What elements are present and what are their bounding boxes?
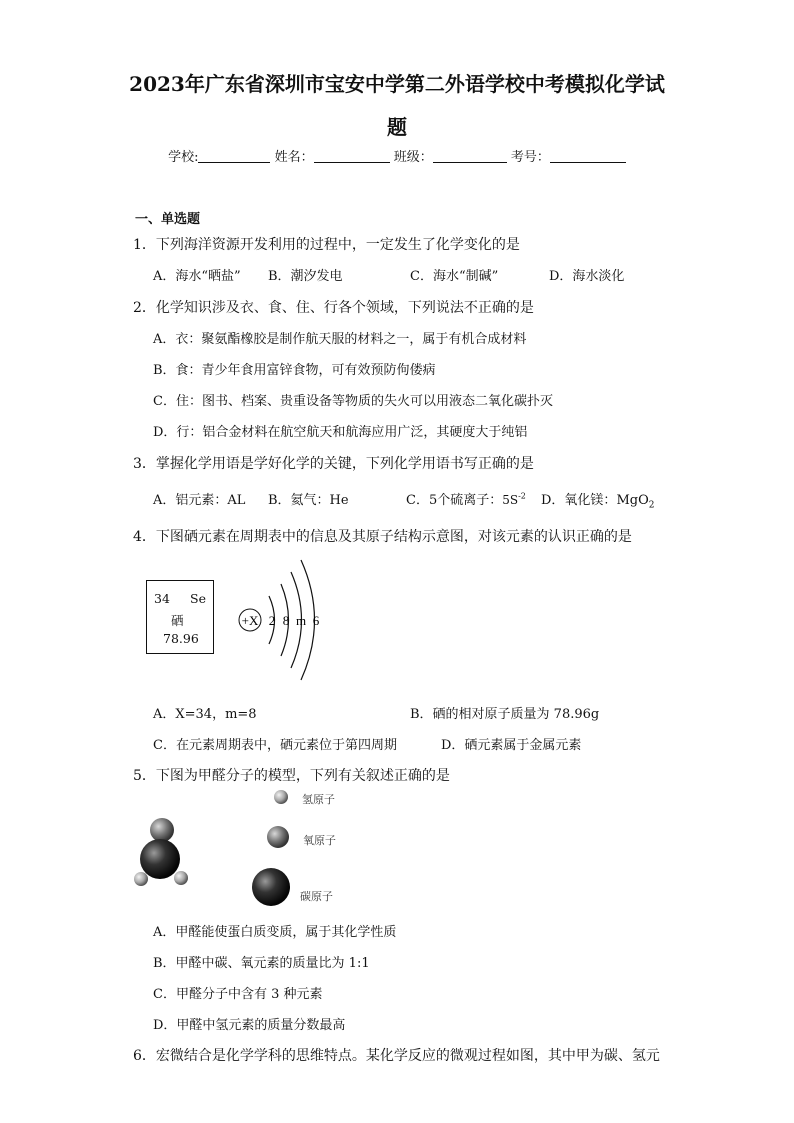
q4-option-d[interactable]: D．硒元素属于金属元素 [441,738,582,753]
hydrogen-atom [174,871,188,885]
class-label: 班级： [393,150,433,165]
formaldehyde-model-figure [125,780,355,915]
q3-option-b[interactable]: B．氦气：He [268,493,349,508]
school-blank[interactable] [198,150,270,163]
element-symbol: Se [190,591,206,606]
oxygen-legend-label: 氧原子 [303,834,336,847]
q5-option-b[interactable]: B．甲醛中碳、氧元素的质量比为 1:1 [153,956,370,971]
q2-option-a[interactable]: A．衣：聚氨酯橡胶是制作航天服的材料之一，属于有机合成材料 [153,332,527,347]
magnesium-oxide-subscript: 2 [648,500,655,511]
q1-option-b[interactable]: B．潮汐发电 [268,269,343,284]
shell-4-electrons: 6 [312,613,320,628]
element-name: 硒 [171,613,184,628]
q2-option-d[interactable]: D．行：铝合金材料在航空航天和航海应用广泛，其硬度大于纯铝 [153,425,528,440]
carbon-legend-icon [252,868,290,906]
q5-option-d[interactable]: D．甲醛中氢元素的质量分数最高 [153,1018,346,1033]
hydrogen-atom [134,872,148,886]
q4-option-c[interactable]: C．在元素周期表中，硒元素位于第四周期 [153,738,397,753]
school-label: 学校: [168,150,199,165]
q1-option-a[interactable]: A．海水“晒盐” [153,269,241,284]
atomic-number: 34 [154,591,170,606]
name-label: 姓名： [274,150,314,165]
sulfide-ion-formula: 5S [502,493,519,507]
name-blank[interactable] [314,150,390,163]
number-blank[interactable] [550,150,626,163]
question-3-stem: 3．掌握化学用语是学好化学的关键，下列化学用语书写正确的是 [133,456,534,472]
sulfide-ion-charge: -2 [518,491,526,501]
q2-option-b[interactable]: B．食：青少年食用富锌食物，可有效预防佝偻病 [153,363,436,378]
q3-option-c-label: C．5个硫离子： [406,493,503,508]
shell-3-electrons: m [295,613,307,628]
oxygen-legend-icon [267,826,289,848]
q5-option-c[interactable]: C．甲醛分子中含有 3 种元素 [153,987,323,1002]
section-heading: 一、单选题 [135,212,201,227]
q3-option-d[interactable] [541,489,654,511]
question-5-stem: 5．下图为甲醛分子的模型，下列有关叙述正确的是 [133,768,450,784]
class-blank[interactable] [433,150,507,163]
exam-title-line-1: 2023年广东省深圳市宝安中学第二外语学校中考模拟化学试 [129,72,665,96]
question-6-stem: 6．宏微结合是化学学科的思维特点。某化学反应的微观过程如图，其中甲为碳、氢元 [133,1048,660,1064]
question-2-stem: 2．化学知识涉及衣、食、住、行各个领域，下列说法不正确的是 [133,300,534,316]
shell-2-electrons: 8 [282,613,290,628]
magnesium-oxide-formula: MgO [616,493,649,508]
q4-option-b[interactable]: B．硒的相对原子质量为 78.96g [410,707,600,722]
q4-option-a[interactable]: A．X=34，m=8 [153,707,257,722]
q1-option-c[interactable]: C．海水“制碱” [410,269,499,284]
question-1-stem: 1．下列海洋资源开发利用的过程中，一定发生了化学变化的是 [133,237,520,253]
exam-title-line-2: 题 [387,115,407,139]
atomic-mass: 78.96 [163,631,199,646]
periodic-table-cell-selenium [146,580,214,654]
q2-option-c[interactable]: C．住：图书、档案、贵重设备等物质的失火可以用液态二氧化碳扑灭 [153,394,553,409]
carbon-atom [140,839,180,879]
oxygen-atom [150,818,174,842]
hydrogen-legend-icon [274,790,288,804]
nucleus-charge: +X [241,613,259,628]
shell-1-electrons: 2 [268,613,276,628]
q3-option-d-label: D．氧化镁： [541,493,617,508]
student-info-line [0,146,794,165]
atomic-structure-diagram [230,556,340,684]
q3-option-a[interactable]: A．铝元素：AL [153,493,246,508]
q1-option-d[interactable]: D．海水淡化 [549,269,625,284]
hydrogen-legend-label: 氢原子 [302,793,335,806]
number-label: 考号： [510,150,550,165]
q3-option-c[interactable] [406,489,526,508]
question-4-stem: 4．下图硒元素在周期表中的信息及其原子结构示意图，对该元素的认识正确的是 [133,529,632,545]
carbon-legend-label: 碳原子 [300,890,333,903]
q5-option-a[interactable]: A．甲醛能使蛋白质变质，属于其化学性质 [153,925,397,940]
